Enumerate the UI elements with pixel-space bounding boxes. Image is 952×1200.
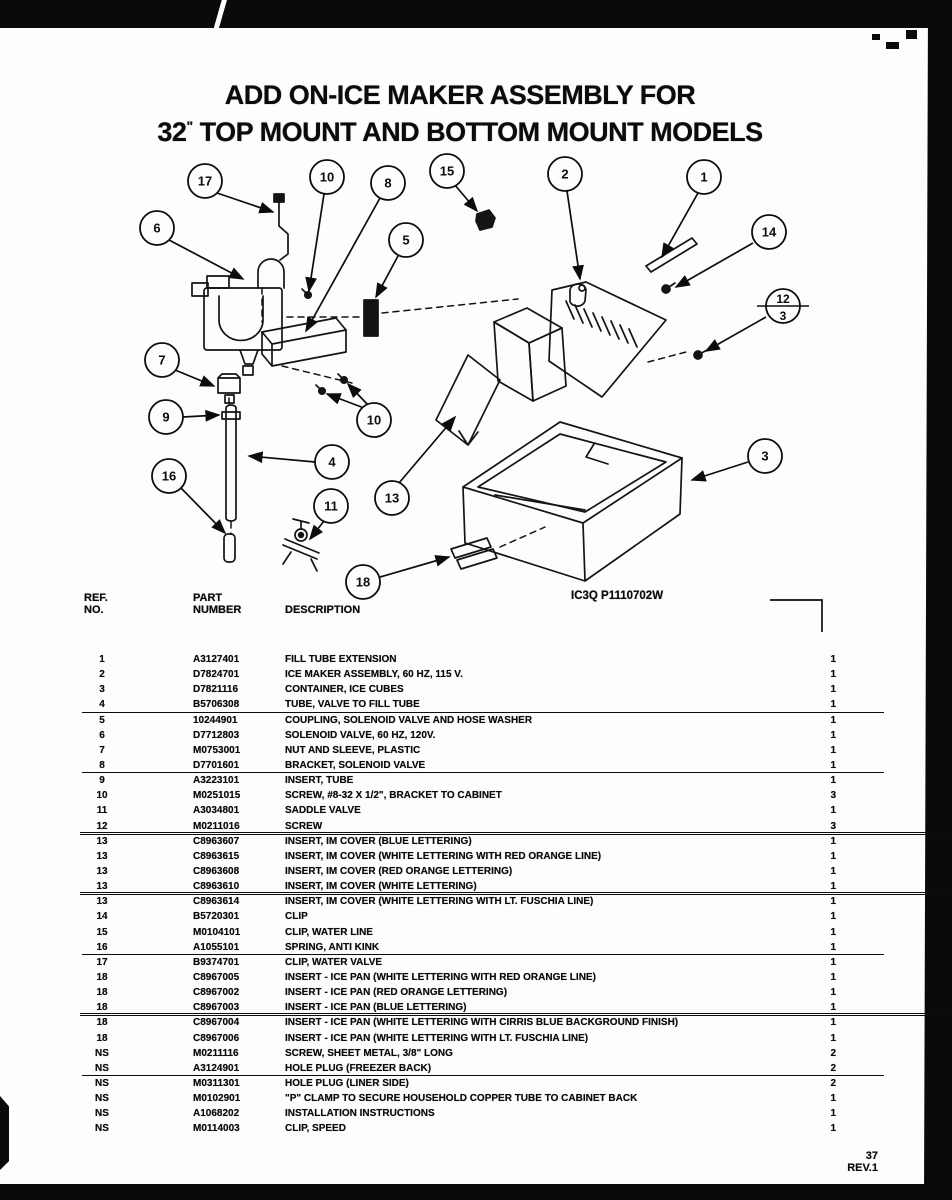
cell-part: D7821116 bbox=[193, 684, 239, 696]
cell-ref: 18 bbox=[96, 1002, 108, 1014]
cell-part: 10244901 bbox=[193, 714, 238, 726]
cell-ref: NS bbox=[95, 1108, 109, 1120]
cell-desc: COUPLING, SOLENOID VALVE AND HOSE WASHER bbox=[285, 714, 533, 726]
table-row bbox=[84, 955, 884, 970]
revision-label: REV.1 bbox=[847, 1162, 878, 1174]
cell-qty: 1 bbox=[830, 896, 836, 908]
cell-part: M0753001 bbox=[193, 744, 241, 756]
page-title-line2: 32" TOP MOUNT AND BOTTOM MOUNT MODELS bbox=[157, 117, 763, 147]
cell-qty: 1 bbox=[830, 1093, 836, 1105]
svg-text:12: 12 bbox=[776, 292, 790, 306]
hose-washer-part bbox=[476, 210, 495, 230]
svg-text:18: 18 bbox=[355, 574, 371, 590]
cell-ref: 6 bbox=[99, 729, 105, 741]
table-row bbox=[84, 909, 884, 924]
cell-ref: 1 bbox=[99, 654, 105, 665]
cell-qty: 1 bbox=[830, 654, 836, 665]
cell-part: C8967004 bbox=[193, 1017, 240, 1029]
table-row bbox=[84, 819, 884, 834]
header-ref-no: REF. bbox=[84, 592, 108, 604]
cell-qty: 1 bbox=[830, 1017, 836, 1029]
table-row bbox=[84, 697, 884, 712]
cell-ref: NS bbox=[95, 1077, 109, 1089]
cell-qty: 1 bbox=[830, 987, 836, 999]
svg-text:1: 1 bbox=[700, 169, 708, 185]
cell-ref: 15 bbox=[96, 926, 108, 938]
im-cover-insert-part bbox=[436, 355, 500, 445]
cell-ref: NS bbox=[95, 1093, 109, 1105]
table-row bbox=[84, 1000, 884, 1015]
table-row bbox=[84, 1106, 884, 1121]
callout-11 bbox=[314, 489, 348, 523]
cell-qty: 2 bbox=[830, 1077, 836, 1089]
cell-desc: INSERT - ICE PAN (WHITE LETTERING WITH CIRRIS BLUE BACKGROUND FINISH) bbox=[285, 1017, 679, 1029]
table-row bbox=[84, 849, 884, 864]
cell-desc: SCREW, #8-32 X 1/2", BRACKET TO CABINET bbox=[285, 790, 502, 802]
cell-part: B9374701 bbox=[193, 956, 240, 968]
table-row bbox=[84, 788, 884, 803]
cell-ref: 13 bbox=[96, 865, 108, 877]
callout-3 bbox=[748, 439, 782, 473]
svg-text:17: 17 bbox=[197, 173, 213, 189]
cell-desc: CLIP bbox=[285, 911, 308, 923]
svg-text:13: 13 bbox=[384, 490, 400, 506]
cell-ref: 7 bbox=[99, 744, 105, 756]
cell-desc: INSERT, TUBE bbox=[285, 775, 354, 787]
coupling-part bbox=[364, 300, 378, 336]
cell-ref: 13 bbox=[96, 896, 108, 908]
cell-ref: 12 bbox=[96, 820, 108, 832]
svg-text:11: 11 bbox=[324, 498, 338, 514]
cell-ref: 14 bbox=[96, 911, 108, 923]
cell-ref: 10 bbox=[96, 790, 108, 802]
table-row bbox=[84, 925, 884, 940]
cell-qty: 1 bbox=[830, 881, 836, 893]
cell-qty: 1 bbox=[830, 669, 836, 681]
svg-text:15: 15 bbox=[439, 163, 455, 179]
cell-part: C8963608 bbox=[193, 865, 240, 877]
table-row bbox=[84, 1091, 884, 1106]
svg-text:6: 6 bbox=[153, 220, 161, 236]
cell-ref: 17 bbox=[96, 956, 108, 968]
svg-text:9: 9 bbox=[162, 409, 170, 425]
water-valve-clip-part bbox=[279, 202, 288, 260]
callout-15 bbox=[430, 154, 464, 188]
table-row bbox=[84, 864, 884, 879]
cell-part: M0311301 bbox=[193, 1077, 240, 1089]
svg-text:8: 8 bbox=[384, 175, 392, 191]
cell-part: M0251015 bbox=[193, 790, 241, 802]
cell-qty: 1 bbox=[830, 1032, 836, 1044]
cell-ref: NS bbox=[95, 1123, 109, 1135]
cell-qty: 1 bbox=[830, 714, 836, 726]
cell-desc: TUBE, VALVE TO FILL TUBE bbox=[285, 699, 420, 711]
svg-text:7: 7 bbox=[158, 352, 166, 368]
table-row bbox=[84, 940, 884, 955]
cell-desc: HOLE PLUG (FREEZER BACK) bbox=[285, 1062, 432, 1074]
svg-text:16: 16 bbox=[161, 468, 177, 484]
cell-ref: 13 bbox=[96, 835, 108, 847]
table-row bbox=[84, 1121, 884, 1136]
callout-1 bbox=[687, 160, 721, 194]
cell-qty: 1 bbox=[830, 729, 836, 741]
cell-qty: 1 bbox=[830, 865, 836, 877]
svg-text:4: 4 bbox=[328, 454, 336, 470]
fill-tube-extension-part bbox=[646, 238, 697, 272]
cell-qty: 1 bbox=[830, 926, 836, 938]
cell-part: C8963610 bbox=[193, 881, 240, 893]
cell-part: M0104101 bbox=[193, 926, 241, 938]
scan-edge-bottom bbox=[0, 1184, 952, 1200]
cell-qty: 2 bbox=[830, 1062, 836, 1074]
cell-part: A3127401 bbox=[193, 654, 240, 665]
cell-ref: 18 bbox=[96, 987, 108, 999]
cell-part: C8963607 bbox=[193, 835, 240, 847]
cell-desc: INSERT, IM COVER (BLUE LETTERING) bbox=[285, 835, 472, 847]
cell-desc: HOLE PLUG (LINER SIDE) bbox=[285, 1077, 409, 1089]
cell-qty: 1 bbox=[830, 956, 836, 968]
cell-qty: 1 bbox=[830, 1108, 836, 1120]
cell-qty: 3 bbox=[830, 820, 836, 832]
table-row bbox=[84, 682, 884, 697]
cell-qty: 1 bbox=[830, 759, 836, 771]
callout-8 bbox=[371, 166, 405, 200]
table-row bbox=[84, 1061, 884, 1076]
callout-13 bbox=[375, 481, 409, 515]
cell-desc: CLIP, WATER LINE bbox=[285, 926, 373, 938]
cell-ref: 13 bbox=[96, 881, 108, 893]
svg-text:14: 14 bbox=[761, 224, 777, 240]
cell-part: A1055101 bbox=[193, 941, 240, 953]
cell-desc: NUT AND SLEEVE, PLASTIC bbox=[285, 744, 421, 756]
cell-ref: 3 bbox=[99, 684, 105, 696]
cell-part: C8967006 bbox=[193, 1032, 240, 1044]
cell-ref: 8 bbox=[99, 759, 105, 771]
table-row bbox=[84, 894, 884, 909]
cell-part: D7701601 bbox=[193, 759, 240, 771]
page-number: 37 bbox=[865, 1150, 878, 1162]
table-row bbox=[84, 970, 884, 985]
cell-qty: 1 bbox=[830, 684, 836, 696]
callout-9 bbox=[149, 400, 183, 434]
cell-desc: INSERT, IM COVER (WHITE LETTERING WITH LT. FUSCHIA LINE) bbox=[285, 896, 594, 908]
cell-part: A3034801 bbox=[193, 805, 240, 817]
cell-qty: 1 bbox=[830, 971, 836, 983]
cell-desc: INSERT - ICE PAN (WHITE LETTERING WITH RED ORANGE LINE) bbox=[285, 971, 596, 983]
cell-ref: NS bbox=[95, 1062, 109, 1074]
cell-part: C8967002 bbox=[193, 987, 240, 999]
callout-10 bbox=[310, 160, 344, 194]
table-row bbox=[84, 1031, 884, 1046]
cell-desc: CLIP, SPEED bbox=[285, 1123, 346, 1135]
cell-qty: 1 bbox=[830, 835, 836, 847]
scan-edge-left-wedge bbox=[0, 1096, 9, 1170]
cell-qty: 2 bbox=[830, 1047, 836, 1059]
table-row bbox=[84, 803, 884, 818]
cell-qty: 3 bbox=[830, 790, 836, 802]
callout-17 bbox=[188, 164, 222, 198]
table-row bbox=[84, 652, 884, 667]
inch-mark: " bbox=[186, 118, 193, 134]
cell-ref: 18 bbox=[96, 1017, 108, 1029]
cell-qty: 1 bbox=[830, 1002, 836, 1014]
diagram-code: IC3Q P1110702W bbox=[571, 590, 664, 602]
cell-desc: INSERT, IM COVER (WHITE LETTERING) bbox=[285, 881, 477, 893]
svg-text:3: 3 bbox=[779, 309, 787, 323]
cell-part: A3124901 bbox=[193, 1062, 240, 1074]
callout-16 bbox=[152, 459, 186, 493]
parts-table bbox=[84, 652, 884, 1137]
cell-qty: 1 bbox=[830, 911, 836, 923]
cell-part: B5720301 bbox=[193, 911, 240, 923]
spring-part bbox=[224, 534, 235, 562]
bracket-part bbox=[262, 318, 346, 366]
svg-text:3: 3 bbox=[761, 448, 769, 464]
callout-18 bbox=[346, 565, 380, 599]
cell-ref: 5 bbox=[99, 714, 105, 726]
callout-7 bbox=[145, 343, 179, 377]
table-row bbox=[84, 1046, 884, 1061]
cell-ref: 2 bbox=[99, 669, 105, 681]
callout-14 bbox=[752, 215, 786, 249]
table-row bbox=[84, 728, 884, 743]
cell-qty: 1 bbox=[830, 775, 836, 787]
table-row bbox=[84, 713, 884, 728]
cell-desc: SCREW, SHEET METAL, 3/8" LONG bbox=[285, 1047, 453, 1059]
cell-desc: ICE MAKER ASSEMBLY, 60 HZ, 115 V. bbox=[285, 669, 463, 681]
cell-part: D7712803 bbox=[193, 729, 240, 741]
cell-ref: 18 bbox=[96, 971, 108, 983]
cell-qty: 1 bbox=[830, 699, 836, 711]
nut-sleeve-part bbox=[218, 374, 240, 393]
cell-desc: INSTALLATION INSTRUCTIONS bbox=[285, 1108, 435, 1120]
table-row bbox=[84, 743, 884, 758]
cell-ref: 11 bbox=[96, 805, 108, 817]
cell-qty: 1 bbox=[830, 744, 836, 756]
table-row bbox=[84, 1015, 884, 1030]
cell-qty: 1 bbox=[830, 1123, 836, 1135]
cell-ref: NS bbox=[95, 1047, 109, 1059]
callout-4 bbox=[315, 445, 349, 479]
saddle-valve-part bbox=[283, 519, 319, 571]
diagram-code-bracket bbox=[770, 600, 822, 632]
cell-part: D7824701 bbox=[193, 669, 240, 681]
scanned-manual-page: ADD ON-ICE MAKER ASSEMBLY FOR 32" TOP MOUNT AND BOTTOM MOUNT MODELS 17 10 8 15 2 1 14 12 3 6 5 7 9 4 10 16 13 3 11 18 REF. NO. PART NUMBER DESCRIPTION IC3Q P1110702W 1 A3127401 FILL TUBE EXTENSION 1 2 D7824701 ICE MAKER ASSEMBLY, 60 HZ, 115 V. 1 3 D7821116 CONTAINER, ICE CUBES 1 4 B5706308 TUBE, VALVE TO FILL TUBE 1 5 10244901 COUPLING, SOLENOID VALVE AND HOSE WASHER 1 6 D7712803 SOLENOID VALVE, 60 HZ, 120V. 1 7 M0753001 NUT AND SLEEVE, PLASTIC 1 8 D7701601 BRACKET, SOLENOID VALVE 1 9 A3223101 INSERT, TUBE 1 10 M0251015 SCREW, #8-32 X 1/2", BRACKET TO CABINET 3 11 A3034801 SADDLE VALVE 1 12 M0211016 SCREW 3 13 C8963607 INSERT, IM COVER (BLUE LETTERING) 1 13 C8963615 INSERT, IM COVER (WHITE LETTERING WITH RED ORANGE LINE) 1 13 C8963608 INSERT, IM COVER (RED ORANGE LETTERING) 1 13 C8963610 INSERT, IM COVER (WHITE LETTERING) 1 13 C8963614 INSERT, IM COVER (WHITE LETTERING WITH LT. FUSCHIA LINE) 1 14 B5720301 CLIP 1 15 M0104101 CLIP, WATER LINE 1 16 A1055101 SPRING, ANTI KINK 1 17 B9374701 CLIP, WATER VALVE 1 18 C8967005 INSERT - ICE PAN (WHITE LETTERING WITH RED ORANGE LINE) 1 18 C8967002 INSERT - ICE PAN (RED ORANGE LETTERING) 1 18 C8967003 INSERT - ICE PAN (BLUE LETTERING) 1 18 C8967004 INSERT - ICE PAN (WHITE LETTERING WITH CIRRIS BLUE BACKGROUND FINISH) 1 18 C8967006 INSERT - ICE PAN (WHITE LETTERING WITH LT. FUSCHIA LINE) 1 NS M0211116 SCREW, SHEET METAL, 3/8" LONG 2 NS A3124901 HOLE PLUG (FREEZER BACK) 2 NS M0311301 HOLE PLUG (LINER SIDE) 2 NS M0102901 "P" CLAMP TO SECURE HOUSEHOLD COPPER TUBE TO CABINET BACK 1 NS A1068202 INSTALLATION INSTRUCTIONS 1 NS M0114003 CLIP, SPEED 1 37 REV.1 bbox=[0, 0, 952, 1200]
cell-ref: 13 bbox=[96, 850, 108, 862]
cell-desc: INSERT, IM COVER (RED ORANGE LETTERING) bbox=[285, 865, 513, 877]
cell-part: A3223101 bbox=[193, 775, 240, 787]
cell-desc: SCREW bbox=[285, 820, 323, 832]
cell-desc: BRACKET, SOLENOID VALVE bbox=[285, 759, 426, 771]
cell-desc: SPRING, ANTI KINK bbox=[285, 941, 380, 953]
svg-text:10: 10 bbox=[319, 169, 335, 185]
table-row bbox=[84, 985, 884, 1000]
page-footer bbox=[700, 1150, 878, 1174]
cell-part: M0114003 bbox=[193, 1123, 240, 1135]
cell-ref: 18 bbox=[96, 1032, 108, 1044]
table-row bbox=[84, 667, 884, 682]
callout-10 bbox=[357, 403, 391, 437]
cell-ref: 4 bbox=[99, 699, 105, 711]
cell-part: C8967005 bbox=[193, 971, 240, 983]
callout-6 bbox=[140, 211, 174, 245]
header-description: DESCRIPTION bbox=[285, 604, 361, 616]
cell-part: M0211016 bbox=[193, 820, 240, 832]
cell-desc: INSERT - ICE PAN (BLUE LETTERING) bbox=[285, 1002, 467, 1014]
fill-tube-part bbox=[226, 405, 236, 521]
cell-desc: INSERT - ICE PAN (WHITE LETTERING WITH LT. FUSCHIA LINE) bbox=[285, 1032, 589, 1044]
cell-part: C8967003 bbox=[193, 1002, 240, 1014]
cell-desc: CONTAINER, ICE CUBES bbox=[285, 684, 404, 696]
cell-part: M0211116 bbox=[193, 1047, 239, 1059]
cell-part: C8963614 bbox=[193, 896, 240, 908]
page-title-line1: ADD ON-ICE MAKER ASSEMBLY FOR bbox=[224, 80, 696, 110]
cell-desc: INSERT, IM COVER (WHITE LETTERING WITH RED ORANGE LINE) bbox=[285, 850, 602, 862]
cell-desc: SADDLE VALVE bbox=[285, 805, 361, 817]
svg-text:10: 10 bbox=[366, 412, 382, 428]
table-row bbox=[84, 758, 884, 773]
cell-desc: FILL TUBE EXTENSION bbox=[285, 654, 397, 665]
cell-desc: SOLENOID VALVE, 60 HZ, 120V. bbox=[285, 729, 436, 741]
table-row bbox=[84, 834, 884, 849]
callout-5 bbox=[389, 223, 423, 257]
cell-ref: 9 bbox=[99, 775, 105, 787]
svg-text:5: 5 bbox=[402, 232, 410, 248]
cell-qty: 1 bbox=[830, 850, 836, 862]
table-row bbox=[84, 879, 884, 894]
header-part-number: PART bbox=[193, 592, 223, 604]
table-row bbox=[84, 773, 884, 788]
cell-ref: 16 bbox=[96, 941, 108, 953]
ice-maker-body-part bbox=[549, 282, 666, 397]
cell-qty: 1 bbox=[830, 941, 836, 953]
callout-2 bbox=[548, 157, 582, 191]
cell-qty: 1 bbox=[830, 805, 836, 817]
cell-part: M0102901 bbox=[193, 1093, 241, 1105]
cell-part: A1068202 bbox=[193, 1108, 240, 1120]
svg-text:2: 2 bbox=[561, 166, 569, 182]
cell-desc: "P" CLAMP TO SECURE HOUSEHOLD COPPER TUBE TO CABINET BACK bbox=[285, 1093, 638, 1105]
cell-part: B5706308 bbox=[193, 699, 240, 711]
table-row bbox=[84, 1076, 884, 1091]
cell-desc: INSERT - ICE PAN (RED ORANGE LETTERING) bbox=[285, 987, 508, 999]
cell-part: C8963615 bbox=[193, 850, 240, 862]
cell-desc: CLIP, WATER VALVE bbox=[285, 956, 383, 968]
